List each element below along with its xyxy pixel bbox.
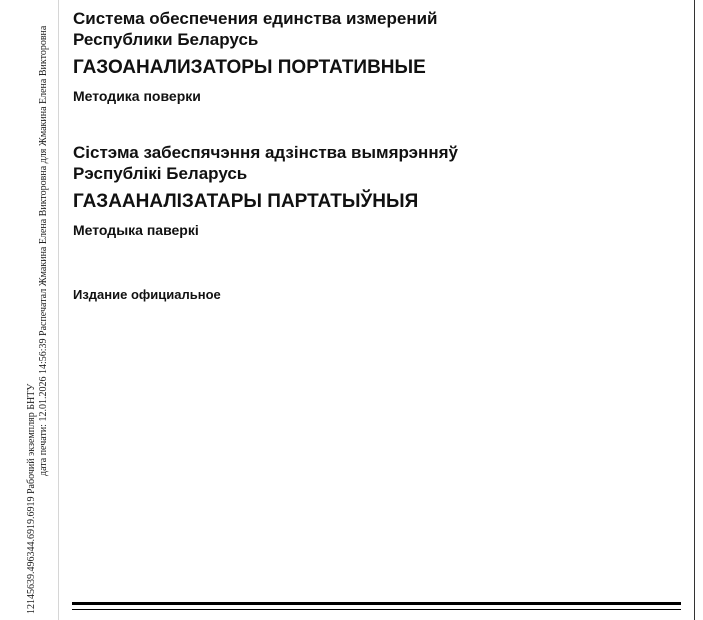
bottom-rule-thick — [72, 602, 681, 605]
document-subtitle-ru: Методика поверки — [73, 88, 201, 104]
belarusian-title-block — [73, 142, 673, 239]
system-name-by-line1: Сістэма забеспячэння адзінства вымярэнняў — [73, 143, 458, 162]
stamp-copy-line: 12145639.496344.6919.6919 Рабочий экземпляр БНТУ — [26, 383, 37, 614]
document-subtitle-by: Методыка паверкі — [73, 222, 199, 238]
document-title-ru: ГАЗОАНАЛИЗАТОРЫ ПОРТАТИВНЫЕ — [73, 57, 426, 78]
system-name-ru-line2: Республики Беларусь — [73, 30, 259, 49]
system-name-by-line2: Рэспублікі Беларусь — [73, 164, 248, 183]
russian-title-block — [73, 8, 673, 105]
system-name-ru-line1: Система обеспечения единства измерений — [73, 9, 438, 28]
stamp-print-line: дата печати: 12.01.2026 14:56:39 Распечатал Жмакина Елена Викторовна для Жмакина Елена Викторовна — [38, 25, 49, 476]
document-title-by: ГАЗААНАЛІЗАТАРЫ ПАРТАТЫЎНЫЯ — [73, 191, 419, 212]
official-edition-label: Издание официальное — [73, 287, 221, 302]
side-print-stamp — [26, 0, 50, 614]
bottom-rule-thin — [72, 609, 681, 610]
